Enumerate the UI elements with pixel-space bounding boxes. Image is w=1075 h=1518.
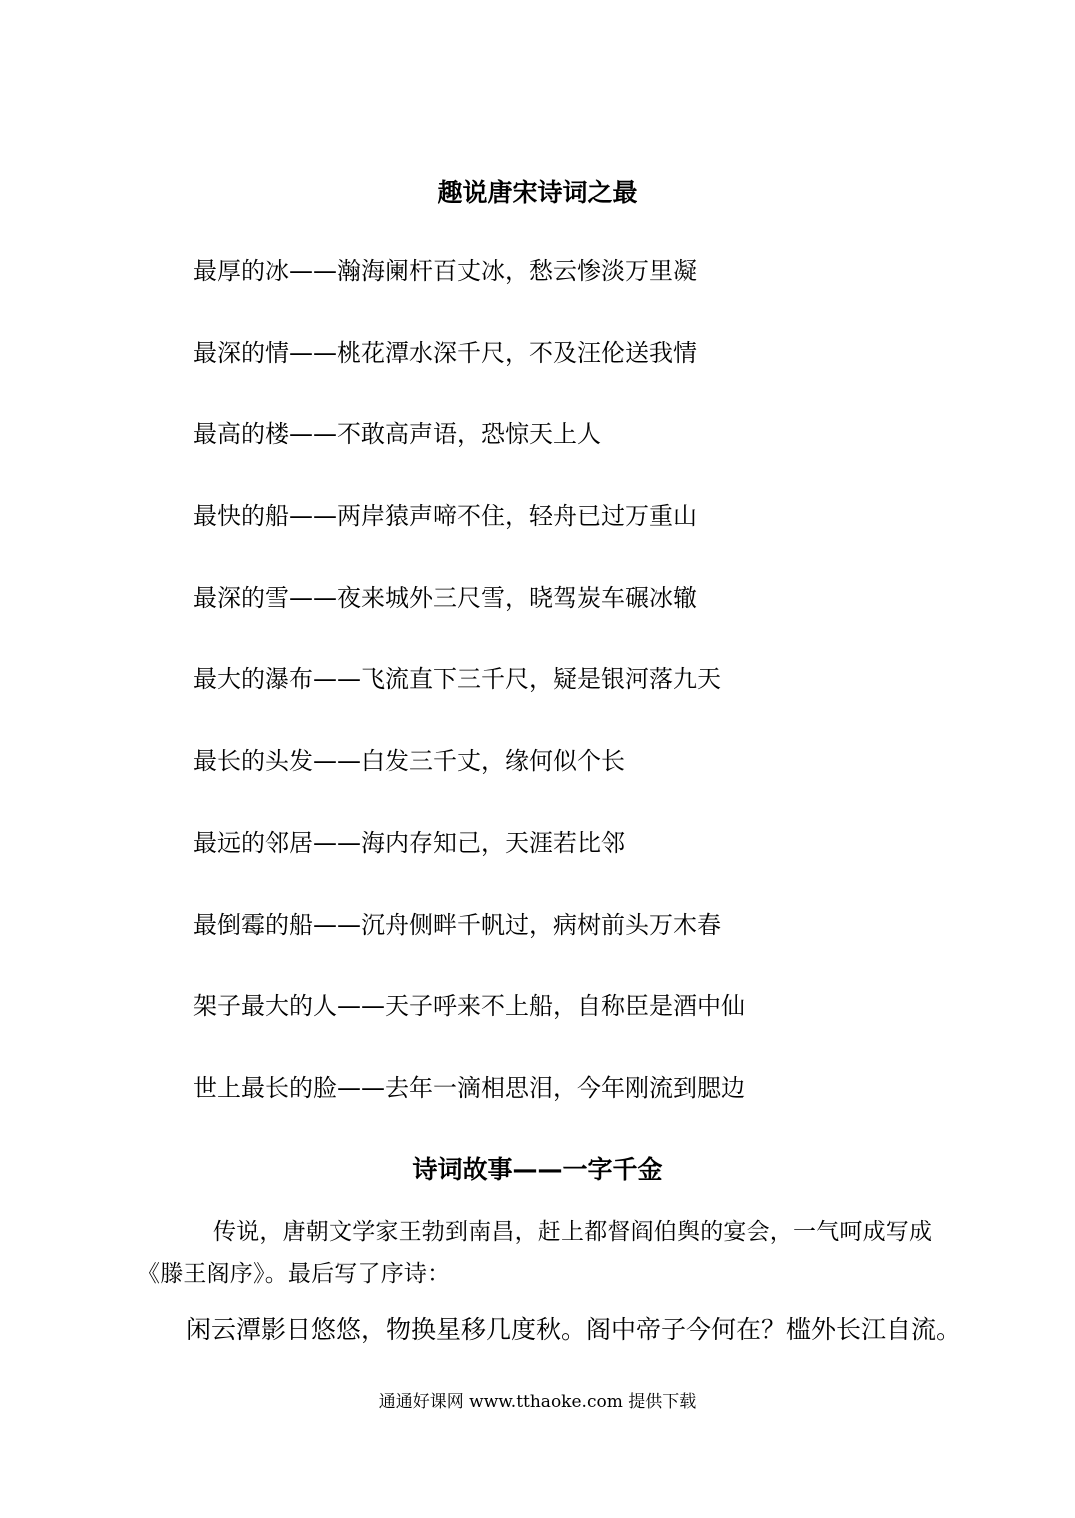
page-footer: 通通好课网 www.tthaoke.com 提供下载 (378, 1392, 697, 1412)
section-title: 诗词故事——一字千金 (412, 1155, 663, 1184)
list-item: 世上最长的脸——去年一滴相思泪，今年刚流到腮边 (193, 1073, 745, 1102)
list-item: 最深的情——桃花潭水深千尺，不及汪伦送我情 (193, 338, 697, 367)
list-item: 最倒霉的船——沉舟侧畔千帆过，病树前头万木春 (193, 910, 721, 939)
list-item: 最快的船——两岸猿声啼不住，轻舟已过万重山 (193, 502, 697, 531)
document-title: 趣说唐宋诗词之最 (437, 178, 638, 207)
list-item: 最远的邻居——海内存知己，天涯若比邻 (193, 828, 625, 857)
list-item: 最深的雪——夜来城外三尺雪，晓驾炭车碾冰辙 (193, 583, 697, 612)
story-paragraph: 传说，唐朝文学家王勃到南昌，赶上都督阎伯舆的宴会，一气呵成写成《滕王阁序》。最后写了序诗： (137, 1219, 933, 1287)
poem-line: 闲云潭影日悠悠，物换星移几度秋。阁中帝子今何在？槛外长江自流。 (186, 1315, 962, 1344)
list-item: 最大的瀑布——飞流直下三千尺，疑是银河落九天 (193, 665, 721, 694)
list-item: 最厚的冰——瀚海阑杆百丈冰，愁云惨淡万里凝 (193, 257, 697, 285)
list-item: 最高的楼——不敢高声语，恐惊天上人 (193, 420, 601, 449)
list-item: 架子最大的人——天子呼来不上船，自称臣是酒中仙 (193, 992, 745, 1021)
superlatives-list (193, 256, 745, 1155)
list-item: 最长的头发——白发三千丈，缘何似个长 (193, 747, 625, 776)
